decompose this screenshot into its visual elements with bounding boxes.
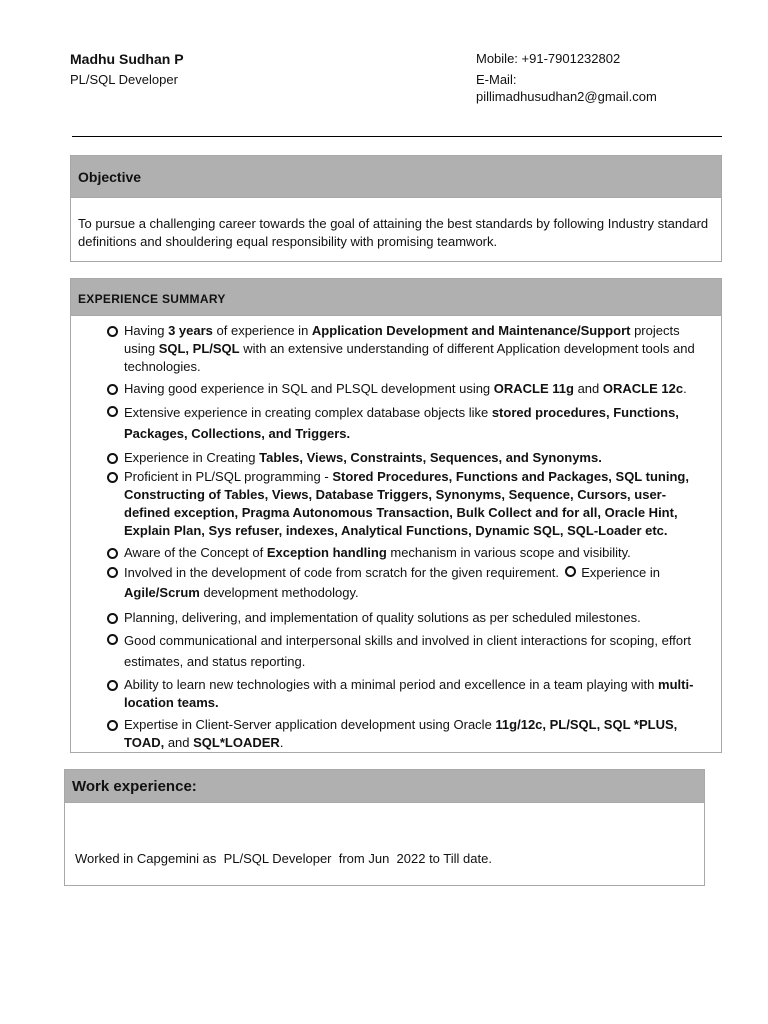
summary-item: Having 3 years of experience in Application Development and Maintenance/Support projects using SQL, PL/SQL with an extensive understanding of different Application development tools and technologies. xyxy=(107,322,709,376)
summary-item: Planning, delivering, and implementation of quality solutions as per scheduled milestones. xyxy=(107,609,709,627)
candidate-role: PL/SQL Developer xyxy=(70,72,178,87)
summary-item: Experience in Creating Tables, Views, Constraints, Sequences, and Synonyms. xyxy=(107,449,709,467)
experience-summary-section xyxy=(70,278,722,753)
candidate-name: Madhu Sudhan P xyxy=(70,51,184,67)
mobile-number: Mobile: +91-7901232802 xyxy=(476,51,621,66)
summary-item: Proficient in PL/SQL programming - Stored Procedures, Functions and Packages, SQL tuning, Constructing of Tables, Views, Database Triggers, Synonyms, Sequence, Cursors, user-defined exception, Pragma Autonomous Transaction, Bulk Collect and for all, Oracle Hint, Explain Plan, Sys refuser, indexes, Analytical Functions, Dynamic SQL, SQL-Loader etc. xyxy=(107,468,709,540)
work-experience-text: Worked in Capgemini as PL/SQL Developer from Jun 2022 to Till date. xyxy=(75,851,492,866)
summary-item: Having good experience in SQL and PLSQL development using ORACLE 11g and ORACLE 12c. xyxy=(107,380,709,398)
work-experience-section xyxy=(64,769,705,886)
summary-item: Ability to learn new technologies with a minimal period and excellence in a team playing with multi-location teams. xyxy=(107,676,709,712)
summary-item: Aware of the Concept of Exception handling mechanism in various scope and visibility. xyxy=(107,544,709,562)
summary-item: Involved in the development of code from scratch for the given requirement. Experience in Agile/Scrum development methodology. xyxy=(107,563,709,603)
circle-bullet-icon xyxy=(565,566,576,577)
summary-item: Good communicational and interpersonal skills and involved in client interactions for scoping, effort estimates, and status reporting. xyxy=(107,630,709,672)
objective-section xyxy=(70,155,722,262)
circle-bullet-icon xyxy=(107,634,118,645)
objective-text: To pursue a challenging career towards the goal of attaining the best standards by following Industry standard definitions and shouldering equal responsibility with promising teamwork. xyxy=(78,216,709,249)
circle-bullet-icon xyxy=(107,680,118,691)
circle-bullet-icon xyxy=(107,548,118,559)
work-experience-heading: Work experience: xyxy=(65,770,704,803)
circle-bullet-icon xyxy=(107,326,118,337)
circle-bullet-icon xyxy=(107,567,118,578)
header-divider xyxy=(72,136,722,137)
circle-bullet-icon xyxy=(107,384,118,395)
circle-bullet-icon xyxy=(107,453,118,464)
email-address: pillimadhusudhan2@gmail.com xyxy=(476,89,657,104)
email-label: E-Mail: xyxy=(476,72,517,87)
experience-summary-heading: EXPERIENCE SUMMARY xyxy=(71,279,721,316)
summary-item: Expertise in Client-Server application development using Oracle 11g/12c, PL/SQL, SQL *PLUS, TOAD, and SQL*LOADER. xyxy=(107,716,709,752)
circle-bullet-icon xyxy=(107,613,118,624)
objective-heading: Objective xyxy=(71,156,721,198)
circle-bullet-icon xyxy=(107,406,118,417)
circle-bullet-icon xyxy=(107,720,118,731)
summary-item: Extensive experience in creating complex database objects like stored procedures, Functions, Packages, Collections, and Triggers. xyxy=(107,402,709,444)
circle-bullet-icon xyxy=(107,472,118,483)
